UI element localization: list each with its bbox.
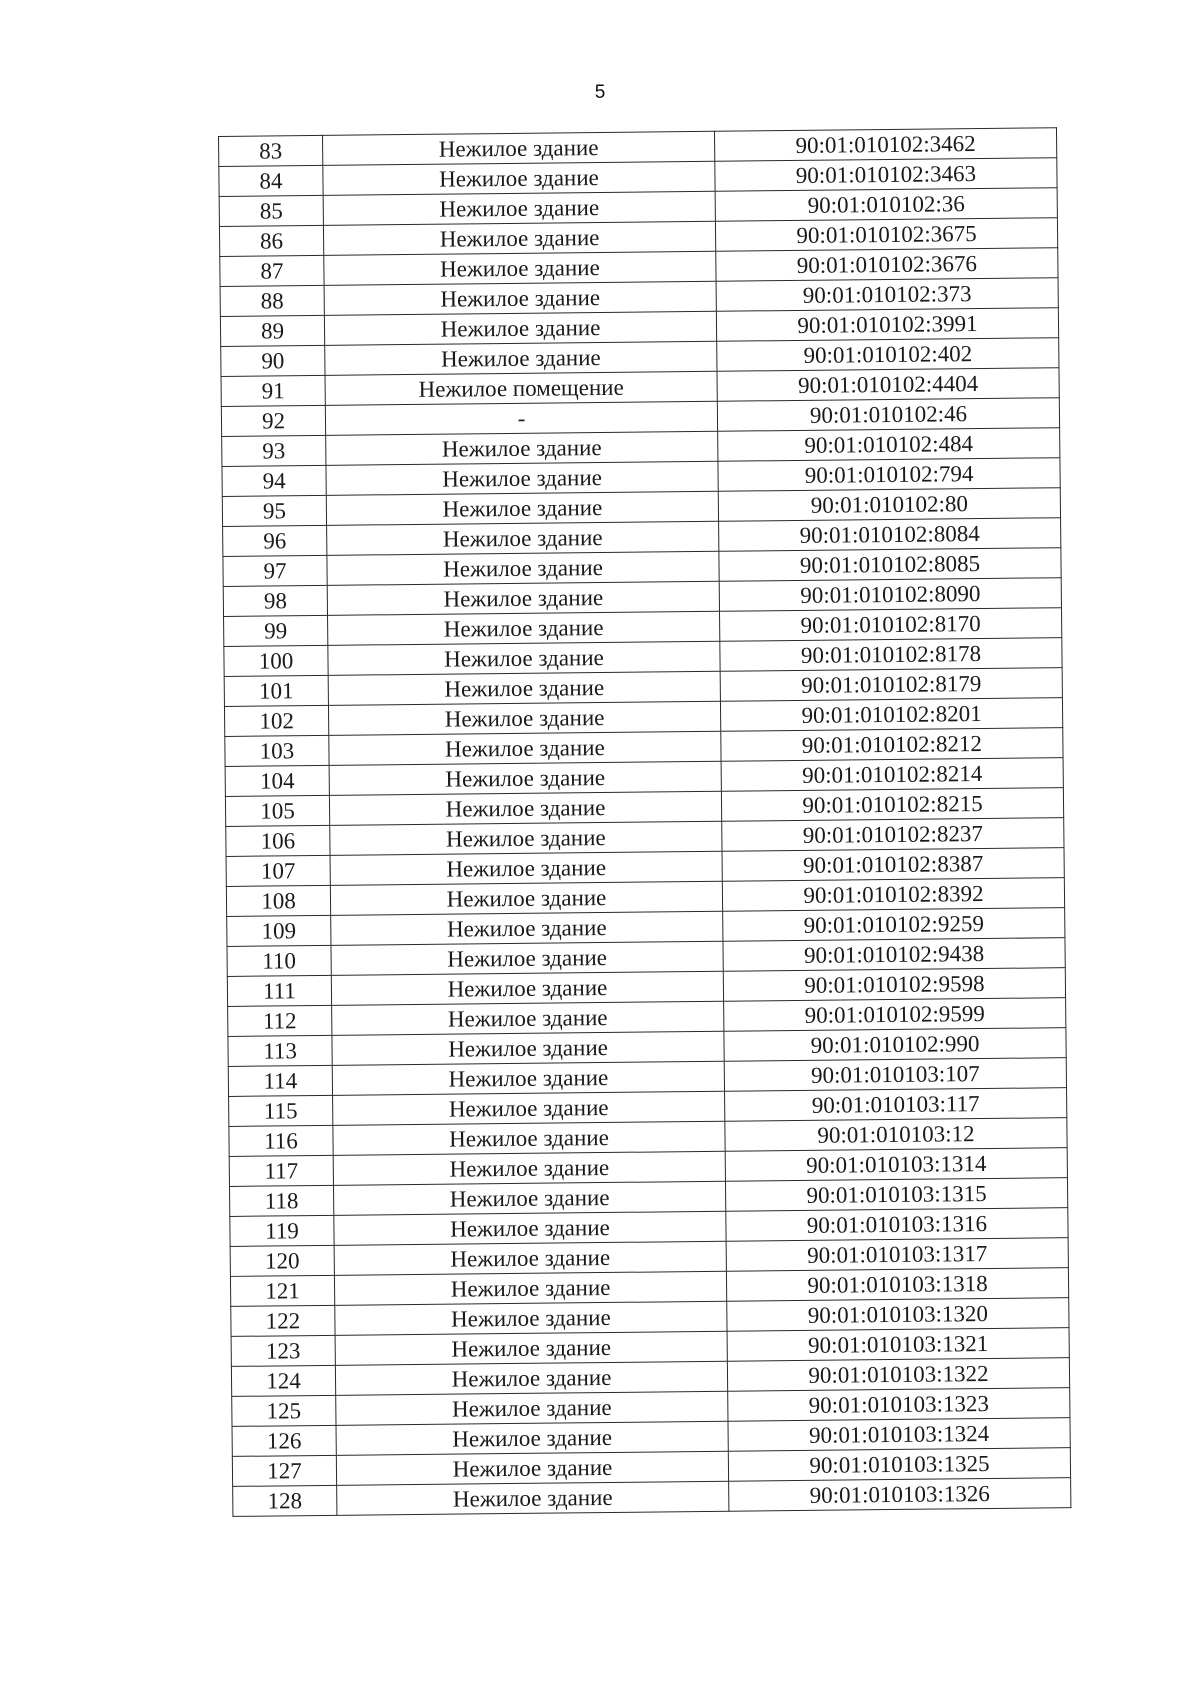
- cadastral-number-cell: 90:01:010102:36: [715, 188, 1057, 222]
- object-type-cell: Нежилое здание: [328, 671, 720, 705]
- cadastral-number-cell: 90:01:010102:402: [717, 338, 1059, 372]
- cadastral-number-cell: 90:01:010103:12: [725, 1118, 1067, 1152]
- cadastral-number-cell: 90:01:010102:3991: [716, 308, 1058, 342]
- object-type-cell: Нежилое здание: [330, 821, 722, 855]
- cadastral-number-cell: 90:01:010102:8178: [720, 638, 1062, 672]
- row-number-cell: 105: [225, 795, 329, 826]
- cadastral-number-cell: 90:01:010102:373: [716, 278, 1058, 312]
- row-number-cell: 95: [222, 495, 326, 526]
- object-type-cell: Нежилое здание: [328, 611, 720, 645]
- cadastral-number-cell: 90:01:010102:9598: [723, 968, 1065, 1002]
- cadastral-number-cell: 90:01:010102:8392: [722, 878, 1064, 912]
- row-number-cell: 91: [221, 375, 325, 406]
- row-number-cell: 106: [226, 825, 330, 856]
- object-type-cell: Нежилое здание: [333, 1091, 725, 1125]
- row-number-cell: 84: [219, 165, 323, 196]
- cadastral-number-cell: 90:01:010102:4404: [717, 368, 1059, 402]
- object-type-cell: Нежилое здание: [331, 911, 723, 945]
- row-number-cell: 99: [224, 615, 328, 646]
- row-number-cell: 124: [231, 1365, 335, 1396]
- cadastral-number-cell: 90:01:010103:1322: [727, 1358, 1069, 1392]
- cadastral-number-cell: 90:01:010102:8212: [721, 728, 1063, 762]
- row-number-cell: 116: [229, 1125, 333, 1156]
- object-type-cell: Нежилое здание: [328, 641, 720, 675]
- row-number-cell: 123: [231, 1335, 335, 1366]
- object-type-cell: Нежилое здание: [331, 941, 723, 975]
- row-number-cell: 127: [232, 1455, 336, 1486]
- row-number-cell: 88: [220, 285, 324, 316]
- row-number-cell: 102: [224, 705, 328, 736]
- cadastral-number-cell: 90:01:010102:8214: [721, 758, 1063, 792]
- table-body: [219, 128, 1071, 1517]
- object-type-cell: Нежилое здание: [323, 161, 715, 195]
- row-number-cell: 125: [232, 1395, 336, 1426]
- cadastral-number-cell: 90:01:010103:1325: [728, 1448, 1070, 1482]
- object-type-cell: Нежилое здание: [327, 551, 719, 585]
- cadastral-number-cell: 90:01:010103:1316: [726, 1208, 1068, 1242]
- row-number-cell: 122: [231, 1305, 335, 1336]
- cadastral-number-cell: 90:01:010103:1315: [725, 1178, 1067, 1212]
- row-number-cell: 117: [229, 1155, 333, 1186]
- cadastral-number-cell: 90:01:010102:8179: [720, 668, 1062, 702]
- object-type-cell: Нежилое здание: [329, 731, 721, 765]
- object-type-cell: Нежилое здание: [323, 191, 715, 225]
- cadastral-number-cell: 90:01:010102:8387: [722, 848, 1064, 882]
- cadastral-number-cell: 90:01:010103:1321: [727, 1328, 1069, 1362]
- cadastral-number-cell: 90:01:010103:1318: [726, 1268, 1068, 1302]
- object-type-cell: Нежилое здание: [336, 1451, 728, 1485]
- cadastral-number-cell: 90:01:010103:1317: [726, 1238, 1068, 1272]
- cadastral-number-cell: 90:01:010103:1324: [728, 1418, 1070, 1452]
- row-number-cell: 119: [230, 1215, 334, 1246]
- row-number-cell: 104: [225, 765, 329, 796]
- row-number-cell: 93: [222, 435, 326, 466]
- cadastral-number-cell: 90:01:010102:3675: [715, 218, 1057, 252]
- object-type-cell: Нежилое здание: [332, 1031, 724, 1065]
- cadastral-number-cell: 90:01:010102:8237: [722, 818, 1064, 852]
- object-type-cell: Нежилое здание: [327, 581, 719, 615]
- object-type-cell: Нежилое здание: [326, 461, 718, 495]
- row-number-cell: 111: [227, 975, 331, 1006]
- cadastral-number-cell: 90:01:010102:8084: [719, 518, 1061, 552]
- object-type-cell: Нежилое помещение: [325, 371, 717, 405]
- object-type-cell: Нежилое здание: [322, 131, 714, 165]
- object-type-cell: Нежилое здание: [334, 1241, 726, 1275]
- row-number-cell: 89: [220, 315, 324, 346]
- cadastral-number-cell: 90:01:010103:1326: [729, 1478, 1071, 1512]
- cadastral-number-cell: 90:01:010102:8090: [719, 578, 1061, 612]
- row-number-cell: 114: [228, 1065, 332, 1096]
- object-type-cell: -: [325, 401, 717, 435]
- object-type-cell: Нежилое здание: [335, 1301, 727, 1335]
- cadastral-number-cell: 90:01:010102:8170: [720, 608, 1062, 642]
- cadastral-number-cell: 90:01:010102:46: [717, 398, 1059, 432]
- row-number-cell: 121: [230, 1275, 334, 1306]
- row-number-cell: 103: [225, 735, 329, 766]
- cadastral-number-cell: 90:01:010102:9438: [723, 938, 1065, 972]
- row-number-cell: 110: [227, 945, 331, 976]
- row-number-cell: 97: [223, 555, 327, 586]
- object-type-cell: Нежилое здание: [330, 881, 722, 915]
- object-type-cell: Нежилое здание: [333, 1181, 725, 1215]
- object-type-cell: Нежилое здание: [333, 1121, 725, 1155]
- row-number-cell: 101: [224, 675, 328, 706]
- cadastral-number-cell: 90:01:010102:3462: [714, 128, 1056, 162]
- cadastral-number-cell: 90:01:010102:9599: [724, 998, 1066, 1032]
- object-type-cell: Нежилое здание: [324, 281, 716, 315]
- object-type-cell: Нежилое здание: [323, 221, 715, 255]
- cadastral-number-cell: 90:01:010103:1323: [728, 1388, 1070, 1422]
- object-type-cell: Нежилое здание: [327, 521, 719, 555]
- cadastral-number-cell: 90:01:010103:1320: [727, 1298, 1069, 1332]
- row-number-cell: 85: [219, 195, 323, 226]
- row-number-cell: 112: [228, 1005, 332, 1036]
- object-type-cell: Нежилое здание: [324, 311, 716, 345]
- row-number-cell: 120: [230, 1245, 334, 1276]
- object-type-cell: Нежилое здание: [332, 1061, 724, 1095]
- object-type-cell: Нежилое здание: [334, 1211, 726, 1245]
- row-number-cell: 115: [229, 1095, 333, 1126]
- row-number-cell: 92: [221, 405, 325, 436]
- object-type-cell: Нежилое здание: [330, 851, 722, 885]
- cadastral-number-cell: 90:01:010102:8085: [719, 548, 1061, 582]
- cadastral-number-cell: 90:01:010102:3463: [715, 158, 1057, 192]
- cadastral-number-cell: 90:01:010102:8201: [720, 698, 1062, 732]
- cadastral-number-cell: 90:01:010102:990: [724, 1028, 1066, 1062]
- object-type-cell: Нежилое здание: [328, 701, 720, 735]
- row-number-cell: 98: [223, 585, 327, 616]
- row-number-cell: 94: [222, 465, 326, 496]
- object-type-cell: Нежилое здание: [337, 1481, 729, 1515]
- cadastral-number-cell: 90:01:010103:117: [725, 1088, 1067, 1122]
- cadastral-number-cell: 90:01:010102:9259: [723, 908, 1065, 942]
- cadastral-number-cell: 90:01:010102:80: [718, 488, 1060, 522]
- row-number-cell: 126: [232, 1425, 336, 1456]
- object-type-cell: Нежилое здание: [329, 761, 721, 795]
- cadastral-number-cell: 90:01:010102:3676: [716, 248, 1058, 282]
- object-type-cell: Нежилое здание: [333, 1151, 725, 1185]
- object-type-cell: Нежилое здание: [329, 791, 721, 825]
- object-type-cell: Нежилое здание: [331, 971, 723, 1005]
- row-number-cell: 100: [224, 645, 328, 676]
- object-type-cell: Нежилое здание: [325, 341, 717, 375]
- cadastral-number-cell: 90:01:010102:794: [718, 458, 1060, 492]
- object-type-cell: Нежилое здание: [326, 491, 718, 525]
- cadastral-number-cell: 90:01:010102:484: [718, 428, 1060, 462]
- row-number-cell: 86: [219, 225, 323, 256]
- row-number-cell: 96: [223, 525, 327, 556]
- object-type-cell: Нежилое здание: [332, 1001, 724, 1035]
- records-table: [218, 127, 1071, 1517]
- row-number-cell: 118: [230, 1185, 334, 1216]
- row-number-cell: 128: [233, 1485, 337, 1516]
- object-type-cell: Нежилое здание: [336, 1391, 728, 1425]
- row-number-cell: 90: [221, 345, 325, 376]
- row-number-cell: 83: [219, 135, 323, 166]
- row-number-cell: 108: [226, 885, 330, 916]
- row-number-cell: 109: [227, 915, 331, 946]
- row-number-cell: 107: [226, 855, 330, 886]
- row-number-cell: 87: [220, 255, 324, 286]
- object-type-cell: Нежилое здание: [335, 1331, 727, 1365]
- object-type-cell: Нежилое здание: [326, 431, 718, 465]
- page-number: 5: [594, 82, 606, 103]
- cadastral-number-cell: 90:01:010103:107: [724, 1058, 1066, 1092]
- cadastral-number-cell: 90:01:010102:8215: [721, 788, 1063, 822]
- row-number-cell: 113: [228, 1035, 332, 1066]
- object-type-cell: Нежилое здание: [336, 1421, 728, 1455]
- object-type-cell: Нежилое здание: [335, 1361, 727, 1395]
- object-type-cell: Нежилое здание: [334, 1271, 726, 1305]
- object-type-cell: Нежилое здание: [324, 251, 716, 285]
- cadastral-number-cell: 90:01:010103:1314: [725, 1148, 1067, 1182]
